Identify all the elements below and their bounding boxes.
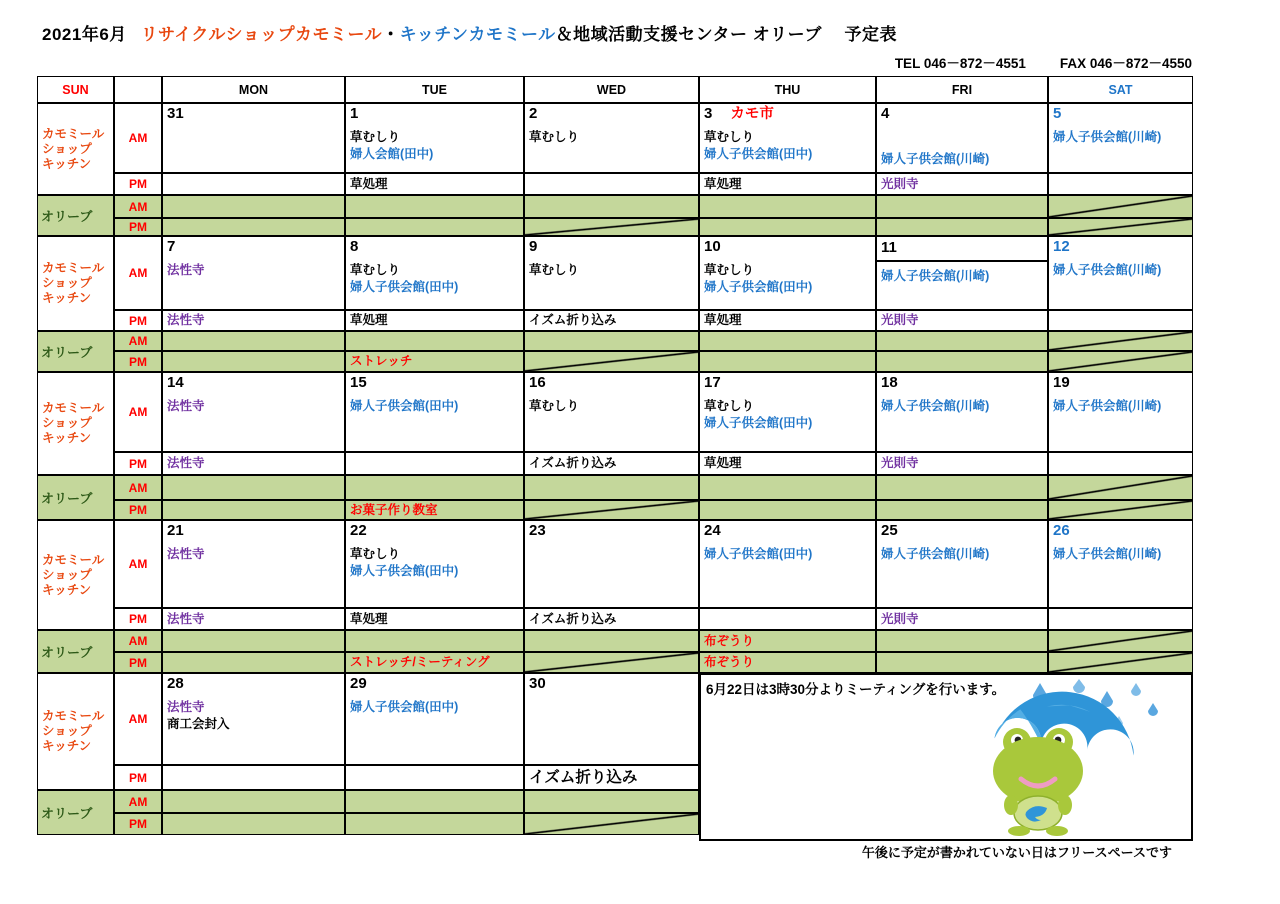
title-month: 2021年6月 (42, 25, 127, 44)
schedule-entry: 草むしり (350, 547, 401, 561)
olive-pm-cell (876, 652, 1048, 673)
schedule-entry: 婦人子供会館(田中) (704, 547, 813, 561)
row-label-kamomille (37, 103, 114, 195)
row-label-line: カモミール (42, 552, 105, 567)
date-number: 29 (350, 675, 367, 692)
schedule-entry: 婦人子供会館(川崎) (1053, 399, 1162, 413)
pm-label: PM (114, 310, 162, 331)
olive-am-cell (345, 195, 524, 218)
date-number: 10 (704, 238, 721, 255)
day-pm-cell (524, 608, 699, 630)
day-pm-cell (524, 173, 699, 195)
row-label-line: キッチン (42, 739, 92, 753)
am-entries (1053, 129, 1188, 146)
day-am-cell (876, 520, 1048, 608)
schedule-entry: 婦人子供会館(田中) (350, 700, 459, 714)
day-pm-cell (699, 452, 876, 475)
crossed-out-cell (1048, 475, 1193, 500)
schedule-entry: 婦人子供会館(川崎) (1053, 130, 1162, 144)
schedule-entry: 草むしり (350, 130, 401, 144)
day-am-cell (1048, 520, 1193, 608)
date-number: 4 (881, 105, 890, 122)
olive-pm-label: PM (114, 652, 162, 673)
am-label: AM (114, 520, 162, 608)
row-label-kamomille (37, 520, 114, 630)
day-am-cell (524, 372, 699, 452)
day-pm-cell (524, 310, 699, 331)
day-am-cell (345, 103, 524, 173)
olive-am-cell (699, 331, 876, 351)
schedule-entry: 光則寺 (881, 313, 919, 327)
olive-am-cell (699, 475, 876, 500)
am-entries (350, 546, 519, 580)
day-pm-cell (1048, 173, 1193, 195)
pm-label: PM (114, 765, 162, 790)
crossed-out-cell (524, 218, 699, 236)
frog-umbrella-image (955, 679, 1163, 837)
schedule-entry: 光則寺 (881, 176, 919, 191)
day-am-cell (699, 520, 876, 608)
day-am-cell (699, 372, 876, 452)
schedule-entry: 光則寺 (881, 611, 919, 626)
am-entries (529, 129, 694, 146)
day-am-cell (345, 236, 524, 310)
schedule-entry: 草むしり (529, 130, 580, 144)
olive-pm-cell (162, 500, 345, 520)
am-entries (704, 262, 871, 296)
row-label-olive: オリーブ (37, 475, 114, 520)
free-space-note: 午後に予定が書かれていない日はフリースペースです (861, 845, 1172, 860)
day-am-cell (524, 236, 699, 310)
schedule-entry: お菓子作り教室 (350, 502, 438, 517)
olive-pm-label: PM (114, 218, 162, 236)
am-entries (1053, 546, 1188, 563)
schedule-entry: 婦人子供会館(川崎) (881, 547, 990, 561)
date-number: 17 (704, 374, 721, 391)
meeting-note: 6月22日は3時30分よりミーティングを行います。 (706, 682, 1006, 697)
schedule-entry: 布ぞうり (704, 655, 755, 669)
olive-am-cell (162, 630, 345, 652)
row-label-line: キッチン (42, 291, 92, 305)
am-entries (167, 699, 340, 733)
day-pm-cell (1048, 452, 1193, 475)
olive-pm-cell (699, 351, 876, 372)
day-pm-cell (524, 765, 699, 790)
schedule-entry: 草むしり (704, 263, 755, 277)
olive-pm-cell (876, 351, 1048, 372)
schedule-entry: 婦人子供会館(川崎) (881, 152, 990, 166)
crossed-out-cell (1048, 500, 1193, 520)
olive-am-cell (524, 630, 699, 652)
row-label-line: カモミール (42, 401, 105, 415)
day-am-cell (345, 520, 524, 608)
header-day-tue: TUE (345, 76, 524, 103)
olive-am-cell (524, 790, 699, 813)
date-number: 22 (350, 522, 367, 539)
am-entries (350, 129, 519, 163)
day-am-cell (876, 372, 1048, 452)
day-am-cell (699, 103, 876, 173)
schedule-entry: 商工会封入 (167, 717, 230, 731)
olive-am-cell (345, 790, 524, 813)
day-pm-cell (699, 608, 876, 630)
date-number: 26 (1053, 522, 1070, 539)
olive-pm-label: PM (114, 500, 162, 520)
date-number: 23 (529, 522, 546, 539)
day-am-cell (345, 372, 524, 452)
date-number: 18 (881, 374, 898, 391)
olive-am-label: AM (114, 790, 162, 813)
olive-am-label: AM (114, 475, 162, 500)
crossed-out-cell (1048, 218, 1193, 236)
title-kitchen-name: キッチンカモミール (399, 25, 556, 44)
pm-label: PM (114, 173, 162, 195)
schedule-entry: 婦人会館(田中) (350, 147, 434, 161)
row-label-olive: オリーブ (37, 790, 114, 835)
olive-pm-cell (699, 218, 876, 236)
crossed-out-cell (524, 500, 699, 520)
row-label-line: カモミール (42, 126, 105, 141)
day-pm-cell (345, 452, 524, 475)
day-pm-cell (345, 310, 524, 331)
olive-am-cell (345, 475, 524, 500)
schedule-entry: イズム折り込み (529, 611, 617, 626)
schedule-entry: 法性寺 (167, 313, 205, 327)
olive-pm-cell (345, 218, 524, 236)
olive-am-cell (162, 475, 345, 500)
date-number: 14 (167, 374, 184, 391)
date-number: 5 (1053, 105, 1062, 122)
schedule-entry: 婦人子供会館(田中) (350, 280, 459, 294)
date-number: 16 (529, 374, 546, 391)
am-label: AM (114, 103, 162, 173)
row-label-line: キッチン (42, 582, 92, 597)
crossed-out-cell (524, 652, 699, 673)
tel-number: TEL 046－872－4551 (894, 56, 1026, 71)
day-am-cell (524, 103, 699, 173)
row-label-olive: オリーブ (37, 331, 114, 372)
schedule-entry: 婦人子供会館(川崎) (1053, 547, 1162, 561)
row-label-kamomille (37, 673, 114, 790)
schedule-entry: 婦人子供会館(川崎) (1053, 263, 1162, 277)
date-number: 12 (1053, 238, 1070, 255)
olive-am-cell (876, 195, 1048, 218)
olive-am-label: AM (114, 630, 162, 652)
schedule-entry: 法性寺 (167, 399, 205, 413)
date-number: 11 (877, 238, 1047, 262)
header-day-sat: SAT (1048, 76, 1193, 103)
row-label-line: ショップ (42, 416, 92, 430)
schedule-entry: ストレッチ/ミーティング (350, 655, 490, 669)
olive-am-label: AM (114, 331, 162, 351)
schedule-entry: 草むしり (704, 130, 755, 144)
schedule-entry: 婦人子供会館(田中) (704, 147, 813, 161)
am-entries (704, 129, 871, 163)
day-am-cell (345, 673, 524, 765)
schedule-entry: 草処理 (704, 456, 742, 470)
day-am-cell (162, 520, 345, 608)
schedule-entry: 法性寺 (167, 547, 205, 561)
olive-pm-cell (162, 652, 345, 673)
day-pm-cell (162, 310, 345, 331)
schedule-entry: 婦人子供会館(田中) (704, 280, 813, 294)
olive-am-cell (524, 331, 699, 351)
am-entries (350, 699, 519, 716)
day-pm-cell (162, 173, 345, 195)
schedule-entry: 法性寺 (167, 456, 205, 470)
olive-am-cell (876, 331, 1048, 351)
schedule-entry: 光則寺 (881, 456, 919, 470)
day-am-cell (1048, 236, 1193, 310)
am-entries (881, 151, 1043, 168)
schedule-entry: 婦人子供会館(川崎) (881, 399, 990, 413)
row-label-olive: オリーブ (37, 630, 114, 673)
day-pm-cell (345, 765, 524, 790)
date-number: 28 (167, 675, 184, 692)
schedule-entry: 婦人子供会館(田中) (704, 416, 813, 430)
date-number: 24 (704, 522, 721, 539)
olive-am-cell (162, 790, 345, 813)
am-entries (704, 398, 871, 432)
am-entries (1053, 398, 1188, 415)
header-day-fri: FRI (876, 76, 1048, 103)
olive-pm-cell (345, 351, 524, 372)
date-number: 15 (350, 374, 367, 391)
header-day-sun: SUN (37, 76, 114, 103)
schedule-entry: ストレッチ (350, 354, 413, 368)
header-day-mon: MON (162, 76, 345, 103)
row-label-line: ショップ (42, 276, 92, 290)
title-shop-name: リサイクルショップカモミール (140, 25, 383, 44)
olive-pm-cell (162, 218, 345, 236)
row-label-line: ショップ (42, 141, 92, 156)
header-day-wed: WED (524, 76, 699, 103)
date-number: 30 (529, 675, 546, 692)
olive-am-cell (699, 630, 876, 652)
schedule-entry: 草むしり (529, 399, 580, 413)
day-pm-cell (162, 765, 345, 790)
date-number: 31 (167, 105, 184, 122)
row-label-line: キッチン (42, 431, 92, 445)
olive-am-cell (162, 331, 345, 351)
schedule-entry: 婦人子供会館(田中) (350, 564, 459, 578)
day-pm-cell (345, 608, 524, 630)
olive-am-cell (162, 195, 345, 218)
day-pm-cell (1048, 310, 1193, 331)
am-label: AM (114, 236, 162, 310)
schedule-entry: 法性寺 (167, 700, 205, 714)
olive-pm-cell (699, 652, 876, 673)
schedule-entry: 草処理 (704, 313, 742, 327)
am-entries (167, 546, 340, 563)
am-label: AM (114, 673, 162, 765)
olive-pm-cell (162, 351, 345, 372)
crossed-out-cell (1048, 195, 1193, 218)
row-label-kamomille (37, 236, 114, 331)
day-pm-cell (162, 452, 345, 475)
olive-pm-label: PM (114, 351, 162, 372)
row-label-kamomille (37, 372, 114, 475)
olive-pm-label: PM (114, 813, 162, 835)
schedule-entry: イズム折り込み (529, 313, 617, 327)
row-label-line: ショップ (42, 567, 92, 582)
am-entries (350, 398, 519, 415)
row-label-line: キッチン (42, 156, 92, 171)
am-entries (1053, 262, 1188, 279)
schedule-entry: イズム折り込み (529, 456, 617, 470)
crossed-out-cell (524, 351, 699, 372)
day-am-cell (699, 236, 876, 310)
page-title (42, 20, 897, 45)
crossed-out-cell (1048, 652, 1193, 673)
date-number: 7 (167, 238, 176, 255)
day-am-cell (1048, 103, 1193, 173)
olive-am-cell (524, 475, 699, 500)
schedule-entry: 婦人子供会館(田中) (350, 399, 459, 413)
olive-pm-cell (345, 500, 524, 520)
date-number: 2 (529, 105, 538, 122)
olive-am-cell (699, 195, 876, 218)
olive-am-cell (345, 331, 524, 351)
day-pm-cell (876, 173, 1048, 195)
day-am-cell (162, 103, 345, 173)
olive-am-cell (524, 195, 699, 218)
pm-label: PM (114, 608, 162, 630)
date-number: 19 (1053, 374, 1070, 391)
schedule-entry: 草むしり (529, 263, 580, 277)
am-entries (704, 546, 871, 563)
am-entries (350, 262, 519, 296)
crossed-out-cell (1048, 351, 1193, 372)
day-am-cell (524, 673, 699, 765)
day-am-cell (162, 372, 345, 452)
date-number: 21 (167, 522, 184, 539)
date-number: 25 (881, 522, 898, 539)
olive-pm-cell (876, 218, 1048, 236)
day-am-cell (876, 103, 1048, 173)
day-pm-cell (162, 608, 345, 630)
olive-am-cell (345, 630, 524, 652)
contact-line (895, 52, 1192, 72)
day-am-cell (524, 520, 699, 608)
crossed-out-cell (524, 813, 699, 835)
date-number: 9 (529, 238, 538, 255)
crossed-out-cell (1048, 331, 1193, 351)
schedule-entry: 布ぞうり (704, 633, 755, 648)
day-pm-cell (345, 173, 524, 195)
schedule-entry: 法性寺 (167, 263, 205, 277)
day-pm-cell (876, 452, 1048, 475)
schedule-entry: 草むしり (350, 263, 401, 277)
day-pm-cell (524, 452, 699, 475)
am-entries (881, 268, 1043, 285)
schedule-entry: 草処理 (350, 313, 388, 327)
schedule-entry: 草処理 (350, 611, 388, 626)
bottom-note-cell (699, 673, 1193, 841)
olive-am-cell (876, 630, 1048, 652)
am-entries (881, 546, 1043, 563)
fax-number: FAX 046－872－4550 (1059, 56, 1192, 71)
am-label: AM (114, 372, 162, 452)
day-pm-cell (1048, 608, 1193, 630)
row-label-line: カモミール (42, 709, 105, 723)
olive-pm-cell (162, 813, 345, 835)
day-am-cell (162, 673, 345, 765)
day-am-cell (876, 236, 1048, 310)
header-day-blank (114, 76, 162, 103)
crossed-out-cell (1048, 630, 1193, 652)
am-entries (167, 398, 340, 415)
day-pm-cell (699, 173, 876, 195)
date-number: 3 カモ市 (704, 105, 774, 122)
am-entries (529, 262, 694, 279)
pm-label: PM (114, 452, 162, 475)
kamo-market-badge: カモ市 (730, 106, 774, 122)
row-label-line: ショップ (42, 724, 92, 738)
title-separator: ・ (382, 25, 400, 44)
day-am-cell (1048, 372, 1193, 452)
olive-pm-cell (699, 500, 876, 520)
date-number: 1 (350, 105, 359, 122)
am-entries (167, 262, 340, 279)
olive-pm-cell (876, 500, 1048, 520)
olive-pm-cell (345, 813, 524, 835)
day-pm-cell (699, 310, 876, 331)
schedule-entry: 草処理 (350, 176, 388, 191)
am-entries (529, 398, 694, 415)
day-am-cell (162, 236, 345, 310)
row-label-line: カモミール (42, 261, 105, 275)
title-rest: ＆地域活動支援センター オリーブ 予定表 (555, 25, 898, 44)
olive-am-label: AM (114, 195, 162, 218)
schedule-entry: 草むしり (704, 399, 755, 413)
olive-am-cell (876, 475, 1048, 500)
schedule-entry: 草処理 (704, 176, 742, 191)
day-pm-cell (876, 608, 1048, 630)
date-number: 8 (350, 238, 359, 255)
schedule-entry: イズム折り込み (529, 769, 638, 786)
header-day-thu: THU (699, 76, 876, 103)
am-entries (881, 398, 1043, 415)
schedule-entry: 法性寺 (167, 611, 205, 626)
row-label-olive: オリーブ (37, 195, 114, 236)
schedule-entry: 婦人子供会館(川崎) (881, 269, 990, 283)
day-pm-cell (876, 310, 1048, 331)
frog-icon (993, 728, 1083, 836)
olive-pm-cell (345, 652, 524, 673)
